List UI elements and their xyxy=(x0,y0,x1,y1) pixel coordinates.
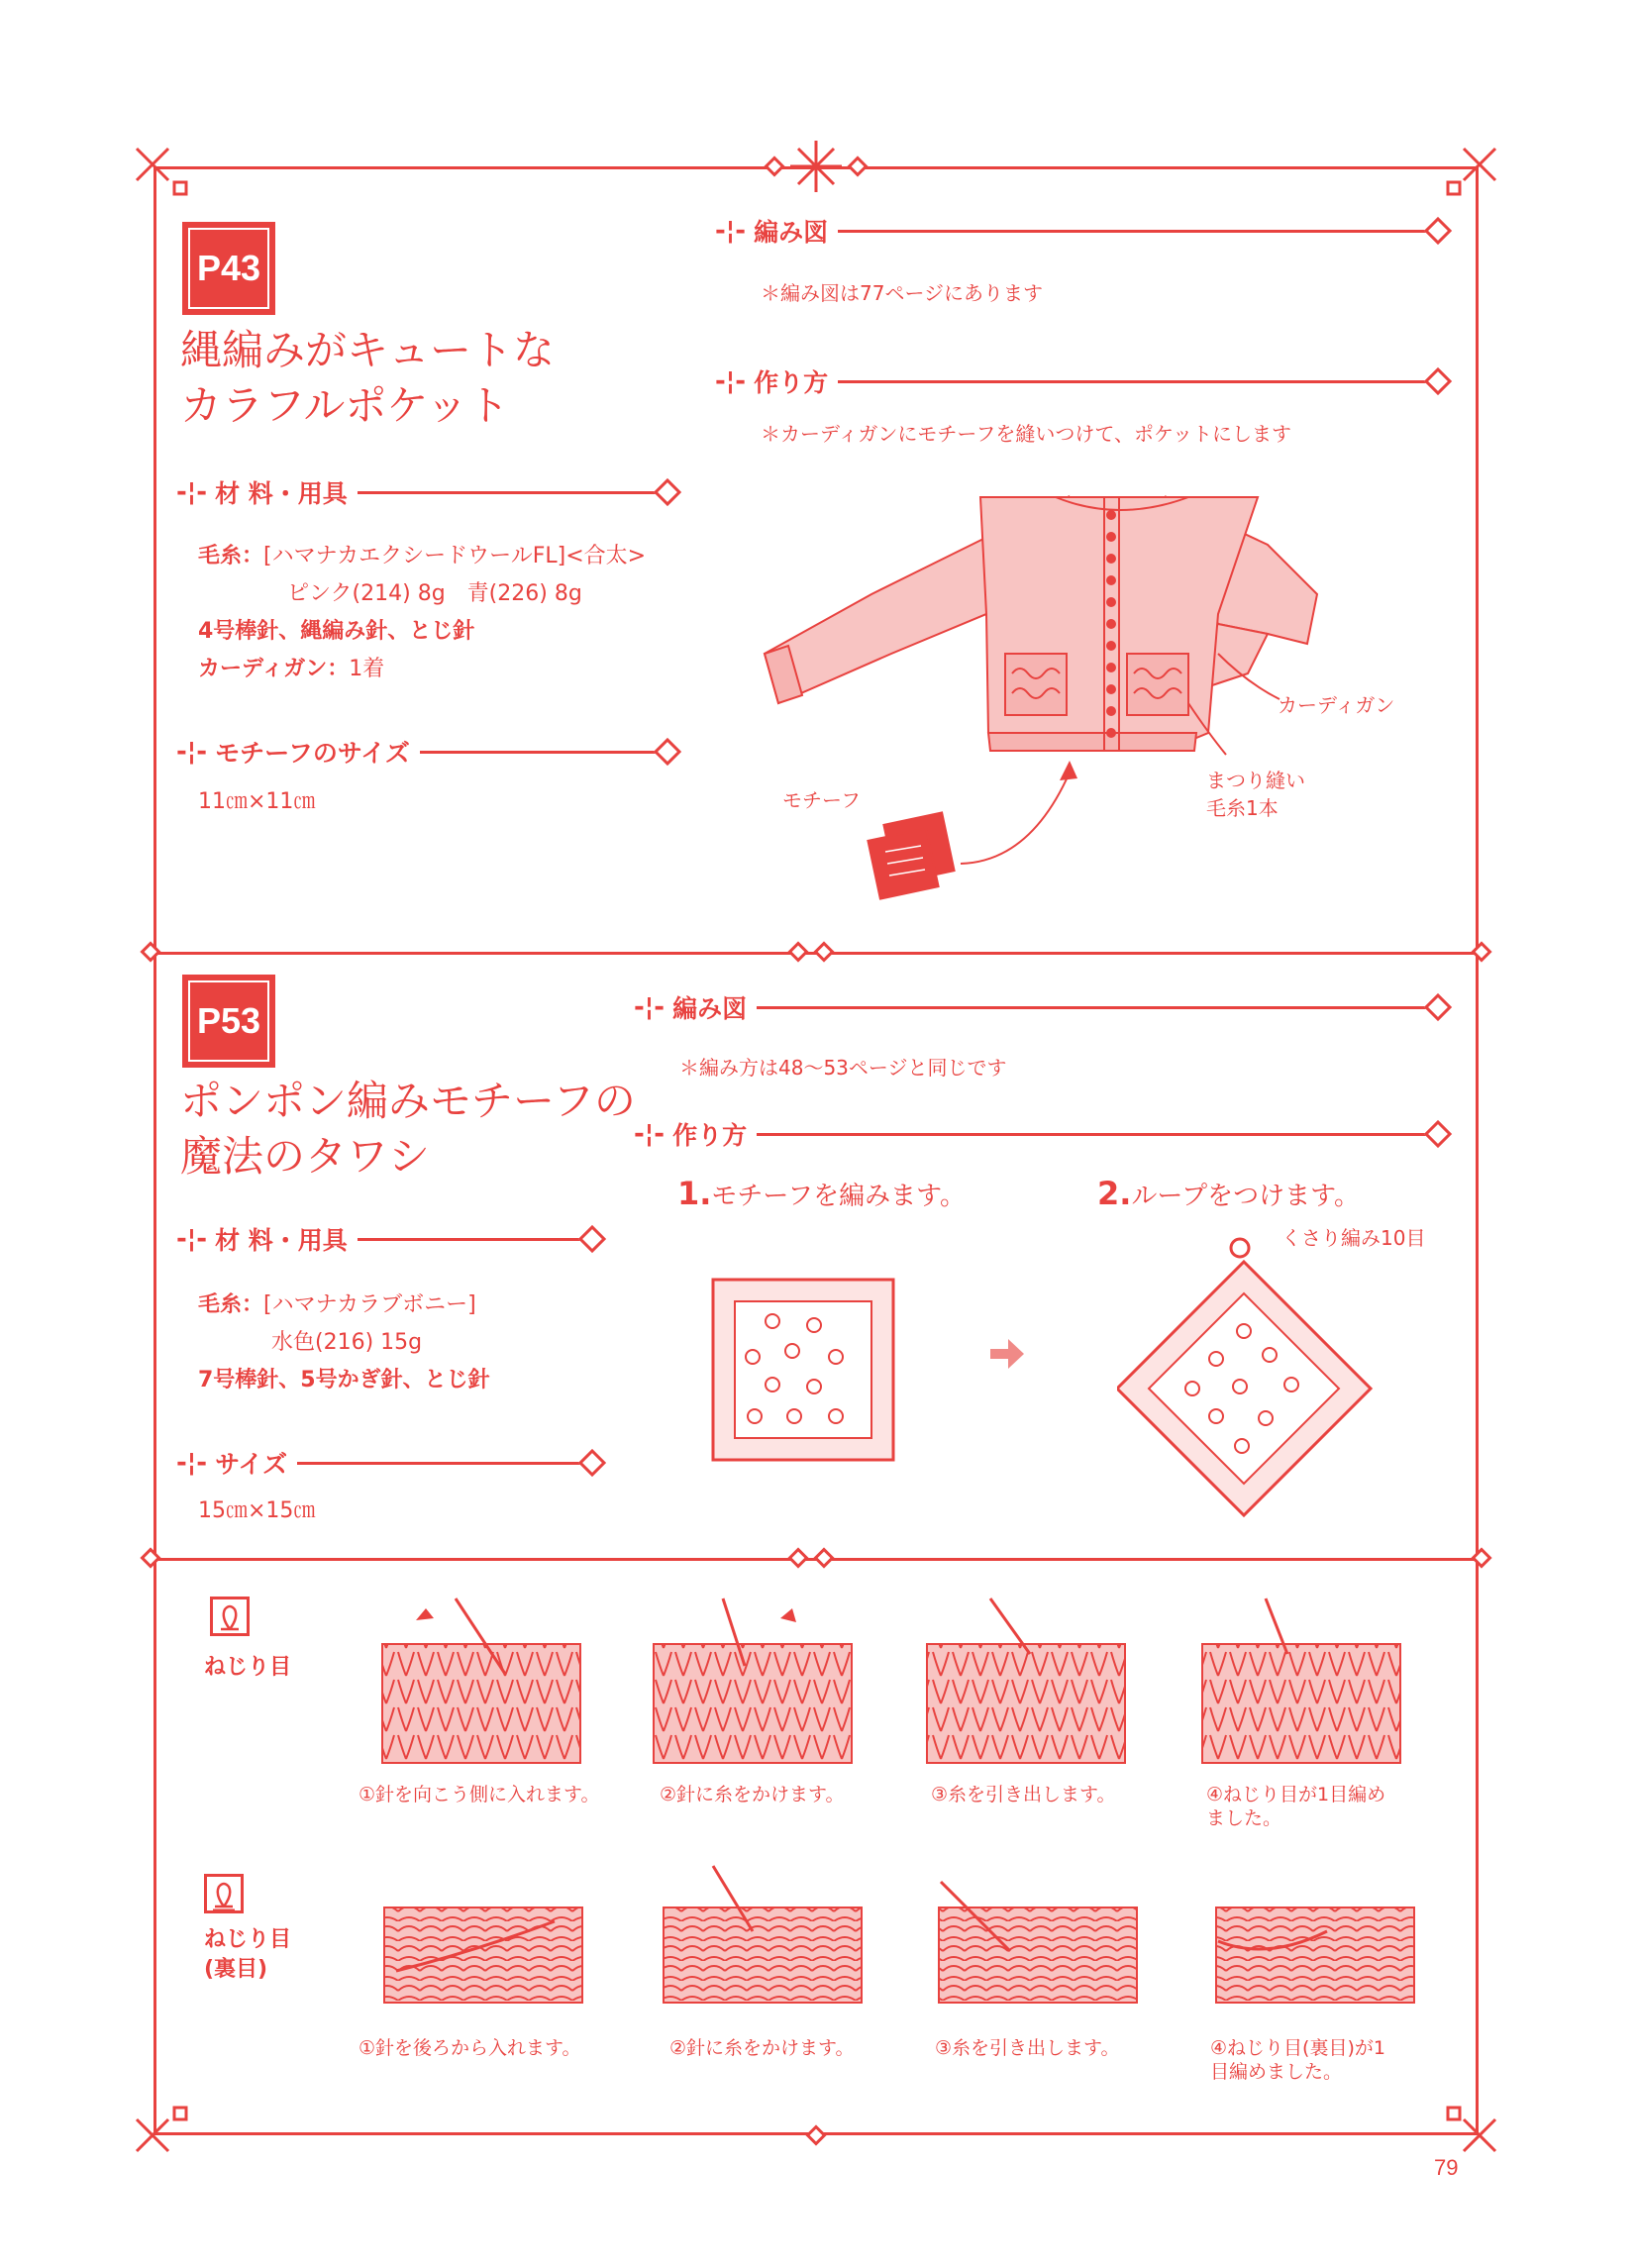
p53-tools: 7号棒針、5号かぎ針、とじ針 xyxy=(198,1368,490,1392)
twist-step-2: ②針に糸をかけます。 xyxy=(660,1784,845,1805)
twist-stitch-symbol xyxy=(210,1597,250,1636)
p53-yarn-colors: 水色(216) 15g xyxy=(271,1330,423,1355)
p53-chart-heading xyxy=(634,990,1452,1024)
sparkle-icon: -¦- xyxy=(715,366,747,396)
p43-tools: 4号棒針、縄編み針、とじ針 xyxy=(198,619,475,644)
square-motif xyxy=(711,1278,895,1462)
heading-label: モチーフのサイズ xyxy=(215,739,410,768)
sparkle-icon: -¦- xyxy=(715,216,747,246)
p53-size: 15㎝×15㎝ xyxy=(198,1498,316,1523)
motif-illustration xyxy=(862,753,1099,921)
heading-label: 材 料・用具 xyxy=(215,1226,348,1255)
heading-label: 編み図 xyxy=(672,994,748,1023)
twist-step-1: ①針を向こう側に入れます。 xyxy=(358,1784,600,1805)
p43-badge: P43 xyxy=(182,222,275,315)
twist-purl-step-4: ④ねじり目(裏目)が1 目編めました。 xyxy=(1210,2037,1385,2083)
twist-purl-diagrams xyxy=(376,1862,1426,2020)
twist-purl-label: ねじり目 (裏目) xyxy=(204,1927,292,1982)
label-cardigan: カーディガン xyxy=(1278,693,1395,717)
twist-step-3: ③糸を引き出します。 xyxy=(931,1784,1116,1805)
sparkle-icon: -¦- xyxy=(634,1119,665,1149)
p53-title: ポンポン編みモチーフの 魔法のタワシ xyxy=(180,1077,636,1181)
sparkle-icon: -¦- xyxy=(634,992,665,1022)
sparkle-icon: -¦- xyxy=(176,477,208,507)
p43-chart-note: ＊編み図は77ページにあります xyxy=(761,281,1044,305)
yarn-label: 毛糸： xyxy=(198,544,264,568)
twist-purl-step-3: ③糸を引き出します。 xyxy=(935,2037,1120,2059)
page-number: 79 xyxy=(1434,2155,1459,2180)
diamond-motif xyxy=(1117,1228,1375,1525)
p43-materials-heading xyxy=(176,475,681,509)
step-number: 2. xyxy=(1097,1175,1132,1212)
p43-size: 11㎝×11㎝ xyxy=(198,789,316,814)
p43-chart-heading xyxy=(715,214,1452,248)
p43-yarn xyxy=(198,539,646,574)
p43-method-note: ＊カーディガンにモチーフを縫いつけて、ポケットにします xyxy=(761,422,1291,446)
cardigan-qty: 1着 xyxy=(349,657,385,681)
twist-label: ねじり目 xyxy=(204,1655,292,1680)
p53-yarn xyxy=(198,1288,476,1323)
p53-materials-heading xyxy=(176,1222,606,1256)
p43-cardigan xyxy=(198,652,384,687)
label-motif: モチーフ xyxy=(782,788,861,812)
p53-chart-note: ＊編み方は48〜53ページと同じです xyxy=(679,1056,1007,1080)
p43-method-heading xyxy=(715,364,1452,398)
heading-label: サイズ xyxy=(215,1450,288,1479)
p43-size-heading xyxy=(176,735,681,769)
p53-badge: P53 xyxy=(182,975,275,1068)
yarn-label: 毛糸： xyxy=(198,1292,264,1317)
label-stitch: まつり縫い 毛糸1本 xyxy=(1206,769,1305,820)
p53-size-heading xyxy=(176,1446,606,1480)
sparkle-icon: -¦- xyxy=(176,737,208,767)
p53-step-1 xyxy=(677,1175,966,1212)
twist-purl-step-1: ①針を後ろから入れます。 xyxy=(358,2037,581,2059)
heading-label: 材 料・用具 xyxy=(215,479,348,508)
twist-step-4: ④ねじり目が1目編め ました。 xyxy=(1206,1784,1386,1829)
yarn-name: [ハマナカラブボニー] xyxy=(263,1292,476,1317)
cardigan-label: カーディガン： xyxy=(198,657,350,681)
p53-method-heading xyxy=(634,1117,1452,1151)
arrow-right-icon xyxy=(990,1339,1026,1369)
p53-step-2 xyxy=(1097,1175,1360,1212)
twist-knit-diagrams xyxy=(376,1595,1426,1773)
p43-title: 縄編みがキュートな カラフルポケット xyxy=(180,326,556,430)
heading-label: 作り方 xyxy=(672,1121,748,1150)
p43-yarn-colors: ピンク(214) 8g 青(226) 8g xyxy=(287,581,582,606)
twist-purl-symbol xyxy=(204,1874,244,1913)
sparkle-icon: -¦- xyxy=(176,1448,208,1478)
step-text: ループをつけます。 xyxy=(1131,1182,1361,1211)
heading-label: 作り方 xyxy=(754,368,829,397)
twist-purl-step-2: ②針に糸をかけます。 xyxy=(669,2037,855,2059)
step-number: 1. xyxy=(677,1175,712,1212)
step-text: モチーフを編みます。 xyxy=(711,1182,967,1211)
heading-label: 編み図 xyxy=(754,218,829,247)
yarn-name: [ハマナカエクシードウールFL]<合太> xyxy=(263,544,647,568)
sparkle-icon: -¦- xyxy=(176,1224,208,1254)
loop-label: くさり編み10目 xyxy=(1281,1226,1426,1250)
